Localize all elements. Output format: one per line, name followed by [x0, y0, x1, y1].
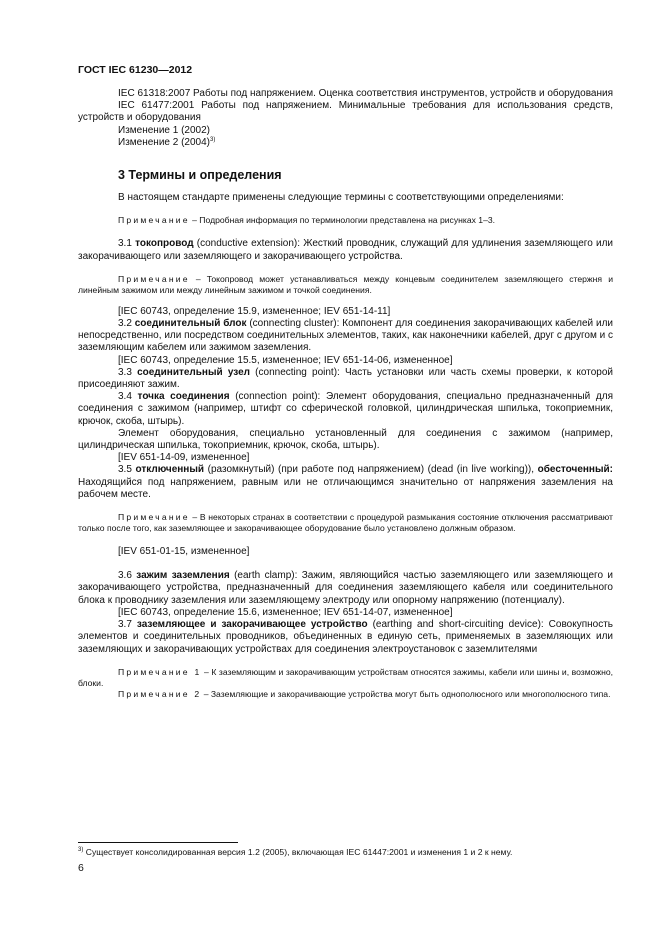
term-name: соединительный узел	[137, 366, 251, 378]
term-3-4-definition-2: Элемент оборудования, специально установленный для соединения с зажимом (например, цилиндрическая шпилька, токоприемник, крючок, скоба, штырь).	[78, 427, 613, 452]
note-terminology	[78, 215, 613, 226]
note-conductive-extension	[78, 274, 613, 296]
term-name: заземляющее и закорачивающее устройство	[136, 619, 368, 631]
term-number: 3.5	[118, 464, 136, 476]
footnote-marker: 3)	[210, 136, 216, 143]
term-qualifier: (разомкнутый) (при работе под напряжением) (dead (in live working)),	[204, 464, 538, 476]
page-content	[78, 86, 613, 700]
term-3-2-reference: [IEC 60743, определение 15.5, измененное; IEV 651-14-06, измененное]	[118, 354, 453, 366]
note-text: – Заземляющие и закорачивающие устройства могут быть однополюсного или многополюсного типа.	[201, 688, 611, 699]
note-label: Примечание	[118, 215, 190, 226]
term-definition: (connection point): Элемент оборудования, специально предназначенный для соединения с зажимом (например, штифт со сферической головкой, цилиндрическая шпилька, токоприемник, крючок, скоба, штырь).	[78, 391, 613, 427]
note-label: Примечание 2	[118, 688, 202, 699]
note-label: Примечание	[118, 512, 190, 523]
term-3-6-reference: [IEC 60743, определение 15.6, измененное; IEV 651-14-07, измененное]	[118, 606, 453, 618]
term-definition: (conductive extension): Жесткий проводник, служащий для удлинения заземляющего или закорачивающего или заземляющего и закорачивающего устройства.	[78, 238, 613, 262]
term-3-5	[78, 464, 613, 501]
term-3-6	[78, 570, 613, 607]
term-3-7	[78, 619, 613, 656]
term-name: отключенный	[135, 464, 205, 476]
note-1-devices	[78, 667, 613, 689]
term-definition: (earth clamp): Зажим, являющийся частью заземляющего или заземляющего и закорачивающего устройства, предназначенный для соединения заземляющего кабеля или соединительного блока к проводнику заземления или заземляющему электроду или опорному напряжению (потенциалу).	[78, 570, 613, 606]
page-number: 6	[78, 862, 84, 874]
term-number: 3.6	[118, 570, 137, 582]
term-name: точка соединения	[137, 391, 230, 403]
term-number: 3.7	[118, 619, 137, 631]
note-2-devices	[78, 689, 613, 700]
term-3-2	[78, 318, 613, 355]
term-number: 3.3	[118, 366, 138, 378]
term-definition: Находящийся под напряжением, равным или не отличающимся значительно от напряжения заземления на рабочем месте.	[78, 476, 613, 500]
note-text: – Подробная информация по терминологии представлена на рисунках 1–3.	[189, 215, 496, 226]
term-3-1	[78, 238, 613, 262]
section-heading: 3 Термины и определения	[118, 168, 282, 183]
amendment-2-text: Изменение 2 (2004)	[118, 136, 210, 148]
section-intro: В настоящем стандарте применены следующие термины с соответствующими определениями:	[118, 192, 564, 204]
note-text: – В некоторых странах в соответствии с процедурой размыкания состояние отключения рассматривают только после того, как заземляющее и закорачивающее оборудование было установлено должным образом.	[78, 512, 613, 534]
term-3-4-reference: [IEV 651-14-09, измененное]	[118, 452, 250, 464]
note-label: Примечание	[118, 273, 190, 284]
term-3-3	[78, 367, 613, 391]
term-definition: (connecting cluster): Компонент для соединения закорачивающих кабелей или непосредственно, или посредством соединительных элементов, таких, как наконечники кабелей, друг с другом и с заземляющим кабелем или зажимом заземления.	[78, 318, 613, 354]
note-dead-state	[78, 512, 613, 534]
term-number: 3.2	[118, 318, 135, 330]
term-definition: (earthing and short-circuiting device): Совокупность элементов и соединительных проводников, объединенных в единую сеть, применяемых в заземляющих или заземляющих и закорачивающих устройствах для соединения электроустановок с заземлителями	[78, 619, 613, 655]
term-name-alt: обесточенный:	[537, 464, 613, 476]
footnote-mark: 3)	[78, 847, 84, 853]
term-definition: (connecting point): Часть установки или часть схемы проверки, к которой присоединяют зажим.	[78, 366, 613, 391]
term-3-5-reference: [IEV 651-01-15, измененное]	[118, 546, 250, 558]
note-label: Примечание 1	[118, 666, 202, 677]
term-number: 3.1	[118, 238, 136, 250]
term-3-1-reference: [IEC 60743, определение 15.9, измененное; IEV 651-14-11]	[118, 305, 391, 317]
document-header: ГОСТ IEC 61230—2012	[78, 64, 193, 76]
term-name: токопровод	[135, 238, 194, 250]
term-3-4	[78, 391, 613, 428]
footnote-text: Существует консолидированная версия 1.2 (2005), включающая IEC 61447:2001 и изменения 1 и 2 к нему.	[83, 847, 513, 857]
reference-iec-61318: IEC 61318:2007 Работы под напряжением. Оценка соответствия инструментов, устройств и оборудования	[118, 88, 613, 99]
note-text: – Токопровод может устанавливаться между концевым соединителем заземляющего стержня и линейным зажимом или между линейным зажимом и точкой соединения.	[78, 273, 613, 295]
term-name: соединительный блок	[134, 318, 247, 330]
reference-amendment-1: Изменение 1 (2002)	[118, 124, 210, 136]
term-number: 3.4	[118, 391, 138, 403]
term-name: зажим заземления	[136, 570, 230, 582]
footnote	[78, 847, 613, 857]
footnote-divider	[78, 842, 238, 843]
reference-iec-61477: IEC 61477:2001 Работы под напряжением. Минимальные требования для использования средств, устройств и оборудования	[78, 100, 613, 124]
reference-amendment-2	[78, 137, 613, 149]
note-text: – К заземляющим и закорачивающим устройствам относятся зажимы, кабели или шины и, возможно, блоки.	[78, 666, 613, 688]
